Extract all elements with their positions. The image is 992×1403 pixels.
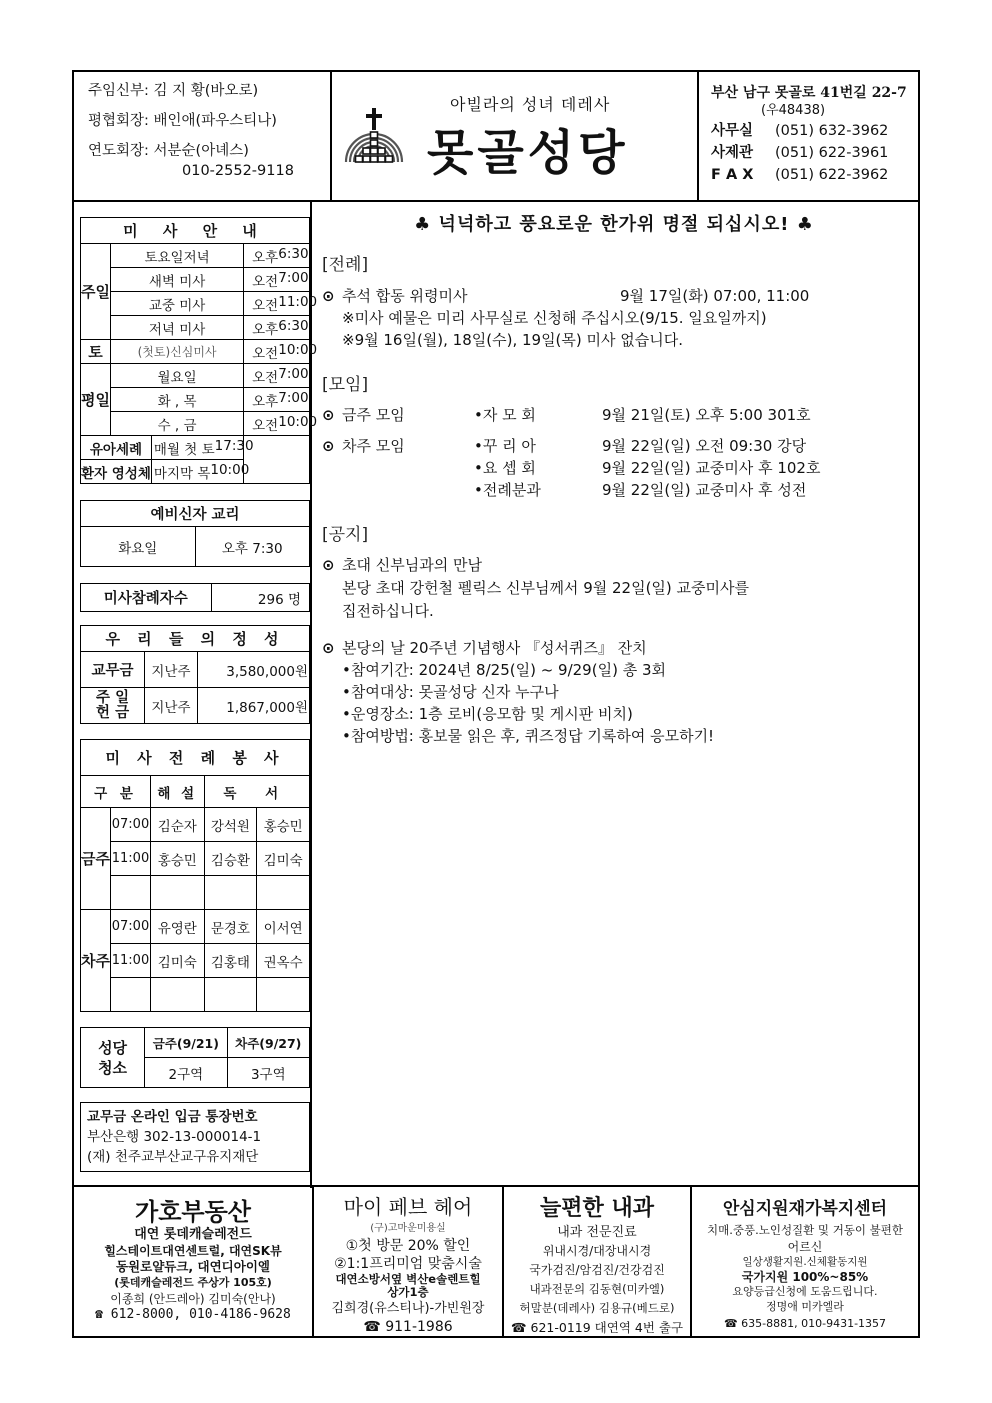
notice-1-title: ⊙ 초대 신부님과의 만남: [322, 556, 482, 574]
bullet-icon: ⊙: [322, 639, 335, 657]
liturgy-note-1: ※미사 예물은 미리 사무실로 신청해 주십시오(9/15. 일요일까지): [342, 309, 767, 327]
ad-hair-salon-phone: ☎ 911-1986: [363, 1319, 453, 1335]
bank-account-box: [80, 1102, 310, 1172]
catechumen-time: 오후 7:30: [195, 527, 310, 567]
zip-code: (우48438): [761, 103, 826, 118]
liturgy-note-2: ※9월 16일(월), 18일(수), 19일(목) 미사 없습니다.: [342, 331, 684, 349]
ad-hair-salon: 마이 페브 헤어 (구)고마운미용실 ①첫 방문 20% 할인 ②1:1프리미엄 맞춤시술 대연소방서옆 벽산e솔렌트힐 상가1층 김희경(유스티나)-가빈원장 ☎ 911-1986: [312, 1187, 502, 1338]
bullet-icon: ⊙: [322, 437, 335, 455]
attendance-box: [80, 583, 310, 612]
patron-saint: 아빌라의 성녀 데레사: [450, 95, 611, 114]
bank-holder: (재) 천주교부산교구유지재단: [87, 1149, 259, 1165]
infant-baptism-label: 유아세례: [81, 436, 152, 460]
staff-pastor: 주임신부: 김 지 황(바오로): [88, 83, 259, 99]
catechumen-title: 예비신자 교리: [81, 501, 310, 527]
catechumen-box: [80, 500, 310, 567]
bank-account: 부산은행 302-13-000014-1: [87, 1129, 262, 1145]
offering-amount-sunday: 1,867,000원: [197, 688, 309, 724]
this-week-label: 금주: [81, 808, 111, 910]
contact-fax: F A X (051) 622-3962: [711, 167, 889, 183]
offering-label-sunday: 주 일 헌 금: [81, 688, 145, 724]
section-notices-heading: [공지]: [322, 525, 369, 545]
offerings-box: 우 리 들 의 정 성 교무금 지난주 3,580,000원 주 일 헌 금 지난주 1,867,000원: [80, 625, 310, 724]
footer-ads: [74, 1185, 918, 1336]
church-name: 못골성당: [427, 125, 629, 181]
bullet-icon: ⊙: [322, 287, 335, 305]
mass-schedule-title: 미 사 안 내: [81, 218, 310, 244]
header: [74, 72, 918, 202]
ad-realestate-phone: ☎ 612-8000, 010-4186-9628: [95, 1307, 291, 1322]
bullet-icon: ⊙: [322, 406, 335, 424]
contact-office: 사무실 (051) 632-3962: [711, 123, 889, 139]
staff-info: [74, 72, 332, 200]
sunday-label: 주일: [81, 244, 111, 340]
mass-schedule-table: 미 사 안 내 주일 토요일저녁 오후 6:30 새벽 미사 오전 7:00 교중 미사 오전 11:00 저녁 미사 오후 6:30 토 (첫토)신심미사 오전 10:00 평일 월요일 오전 7:00 화 , 목 오후 7:00 수 , 금 오전 10:00 유아세례 매월 첫 토 17:30 환자 영성체 마지막 목 10:00: [80, 217, 310, 484]
staff-prayer-president: 연도회장: 서분순(아녜스): [88, 143, 249, 159]
address: 부산 남구 못골로 41번길 22-7: [711, 85, 907, 101]
cleaning-box: 성당 청소 금주(9/21) 차주(9/27) 2구역 3구역: [80, 1027, 310, 1088]
servers-title: 미 사 전 례 봉 사: [81, 740, 310, 776]
mass-schedule-box: [80, 217, 318, 484]
section-liturgy-heading: [전례]: [322, 255, 369, 275]
liturgy-item-when: 9월 17일(화) 07:00, 11:00: [620, 287, 810, 305]
saturday-label: 토: [81, 340, 111, 364]
left-column: [74, 202, 318, 1188]
church-logo-icon: [342, 104, 406, 168]
offerings-title: 우 리 들 의 정 성: [81, 626, 310, 652]
cleaning-label: 성당 청소: [81, 1028, 145, 1088]
sick-communion-label: 환자 영성체: [81, 460, 152, 484]
section-meetings-heading: [모임]: [322, 375, 369, 395]
attendance-value: 296 명: [211, 584, 309, 612]
ad-realestate: 가호부동산 대연 롯데캐슬레전드 힐스테이트대연센트럴, 대연SK뷰 동원로얄듀크, 대연디아이엘 (롯데캐슬레전드 주상가 105호) 이종희 (안드레아) 김미숙(안나) ☎ 612-8000, 010-4186-9628: [74, 1187, 312, 1338]
bank-title: 교무금 온라인 입금 통장번호: [87, 1109, 258, 1125]
meetings-next-week-label: ⊙ 차주 모임: [322, 437, 405, 455]
contact-info: [697, 72, 918, 200]
meetings-this-week-label: ⊙ 금주 모임: [322, 406, 405, 424]
ad-clinic: 늘편한 내과 내과 전문진료 위내시경/대장내시경 국가검진/암검진/건강검진 내과전문의 김동현(미카엘) 허말분(데레사) 김용규(베드로) ☎ 621-0119 대연역 4번 출구: [502, 1187, 690, 1338]
weekday-label: 평일: [81, 364, 111, 436]
ad-welfare-center-phone: ☎ 635-8881, 010-9431-1357: [723, 1317, 887, 1330]
staff-phone: 010-2552-9118: [182, 163, 294, 179]
church-title-block: [332, 72, 697, 200]
attendance-label: 미사참례자수: [81, 584, 212, 612]
offering-label-dues: 교무금: [81, 652, 145, 688]
staff-council-president: 평협회장: 배인애(파우스티나): [88, 113, 277, 129]
bulletin-page: [72, 70, 920, 1338]
catechumen-day: 화요일: [81, 527, 196, 567]
mass-servers-box: 미 사 전 례 봉 사 구 분 해 설 독 서 금주 07:00 김순자 강석원 홍승민 11:00 홍승민 김승환 김미숙 차주 07:00 유영란 문경호 이서연 11:00 김미숙 김홍태 권옥수: [80, 739, 310, 1012]
next-week-label: 차주: [81, 910, 111, 1012]
ad-welfare-center: 안심지원재가복지센터 치매.중풍.노인성질환 및 거동이 불편한 어르신 일상생활지원.신체활동지원 국가지원 100%~85% 요양등급신청에 도움드립니다. 정명애 미카엘라 ☎ 635-8881, 010-9431-1357: [690, 1187, 918, 1338]
bullet-icon: ⊙: [322, 556, 335, 574]
offering-amount-dues: 3,580,000원: [197, 652, 309, 688]
liturgy-item: ⊙ 추석 합동 위령미사: [322, 287, 468, 305]
contact-rectory: 사제관 (051) 622-3961: [711, 145, 889, 161]
main-content: ♣ 넉넉하고 풍요로운 한가위 명절 되십시오! ♣ [전례] ⊙ 추석 합동 위령미사 9월 17일(화) 07:00, 11:00 ※미사 예물은 미리 사무실로 신청해 주십시오(9/15. 일요일까지) ※9월 16일(월), 18일(수), 19일(목) 미사 없습니다. [모임] ⊙ 금주 모임 •자 모 회 9월 21일(토) 오후 5:00 301호 ⊙ 차주 모임 •꾸 리 아 9월 22일(일) 오전 09:30 강당 •요 셉 회 9월 22일(일) 교중미사 후 102호 •전례분과 9월 22일(일) 교중미사 후 성전 [공지] ⊙ 초대 신부님과의 만남 본당 초대 강헌철 펠릭스 신부님께서 9월 22일(일) 교중미사를 집전하십니다. ⊙ 본당의 날 20주년 기념행사 『성서퀴즈』 잔치 •참여기간: 2024년 8/25(일) ~ 9/29(일) 총 3회 •참여대상: 못골성당 신자 누구나 •운영장소: 1층 로비(응모함 및 게시판 비치) •참여방법: 홍보물 읽은 후, 퀴즈정답 기록하여 응모하기!: [314, 202, 918, 1188]
main-title: ♣ 넉넉하고 풍요로운 한가위 명절 되십시오! ♣: [414, 214, 814, 235]
ad-clinic-phone: ☎ 621-0119 대연역 4번 출구: [510, 1320, 684, 1335]
notice-2-title: ⊙ 본당의 날 20주년 기념행사 『성서퀴즈』 잔치: [322, 639, 647, 657]
